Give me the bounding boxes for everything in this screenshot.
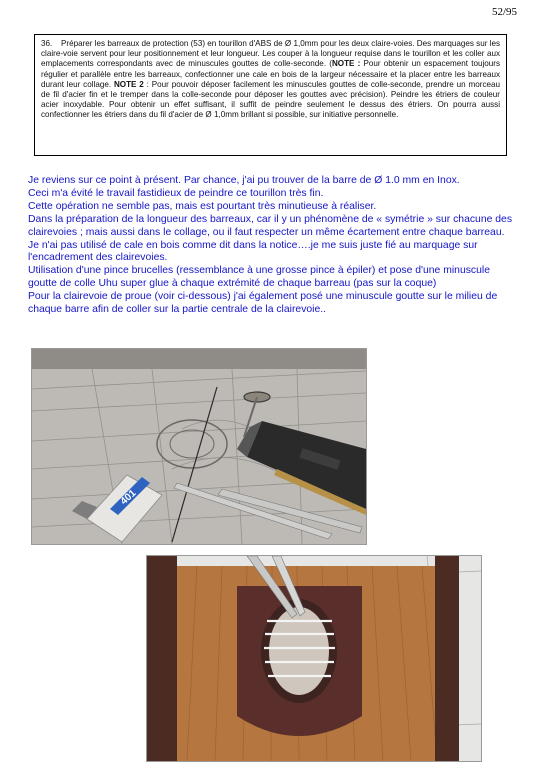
commentary-paragraph: Ceci m'a évité le travail fastidieux de peindre ce tourillon très fin. <box>28 187 324 199</box>
instruction-text-part3: : Pour pouvoir déposer facilement les minuscules gouttes de colle-seconde, prendre un morceau de fil d'acier fin et le tremper dans la colle-seconde pour déposer les gouttes avec précision). Peindre les étriers de couleur acier inoxydable. Pour obtenir un effet suffisant, il suffit de peindre seulement le dessus des étriers. On pourra aussi confectionner les étriers dans du fil d'acier de Ø 1,0mm brillant si possible, sur initiative personnelle. <box>41 79 501 120</box>
instruction-text-part1: Préparer les barreaux de protection (53) en tourillon d'ABS de Ø 1,0mm pour les deux claire-voies. Des marquages sur les claire-voie servent pour leur positionnement et leur longueur. Les couper à la longueur requise dans le tourillon et les coller aux emplacements correspondants avec de minuscules gouttes de colle-seconde. ( <box>41 39 500 69</box>
commentary-paragraph: Je n'ai pas utilisé de cale en bois comme dit dans la notice….je me suis juste fié au marquage sur l'encadrement des clairevoies. <box>28 239 478 264</box>
commentary <box>28 175 518 317</box>
photo-clairevoie-with-bars <box>146 555 482 762</box>
commentary-paragraph: Utilisation d'une pince brucelles (ressemblance à une grosse pince à épiler) et pose d'une minuscule goutte de colle Uhu super glue à chaque extrémité de chaque barreau (pas sur la coque) <box>28 265 490 290</box>
commentary-paragraph: Je reviens sur ce point à présent. Par chance, j'ai pu trouver de la barre de Ø 1.0 mm en Inox. <box>28 175 460 186</box>
photo-tools-on-plan <box>31 348 367 545</box>
instruction-note2-label: NOTE 2 <box>113 79 144 89</box>
commentary-paragraph: Cette opération ne semble pas, mais est pourtant très minutieuse à réaliser. <box>28 200 377 212</box>
page-number: 52/95 <box>491 6 517 18</box>
instruction-note1-label: NOTE : <box>331 59 361 69</box>
commentary-paragraph: Dans la préparation de la longueur des barreaux, car il y un phénomène de « symétrie » sur chacune des clairevoies ; mais aussi dans le collage, ou il faut respecter un même écartement entre chaque barreau. <box>28 213 513 238</box>
instruction-box <box>34 34 507 156</box>
instruction-number: 36. <box>41 39 53 48</box>
commentary-paragraph: Pour la clairevoie de proue (voir ci-dessous) j'ai également posé une minuscule goutte sur le milieu de chaque barre afin de coller sur la partie centrale de la clairevoie.. <box>28 291 498 316</box>
glue-tube-label: 401 <box>118 487 139 508</box>
instruction-text-part2: Pour obtenir un espacement toujours régulier et parallèle entre les barreaux, confectionner une cale en bois de la largeur nécessaire et la placer entre les barreaux durant leur collage. <box>41 59 500 89</box>
